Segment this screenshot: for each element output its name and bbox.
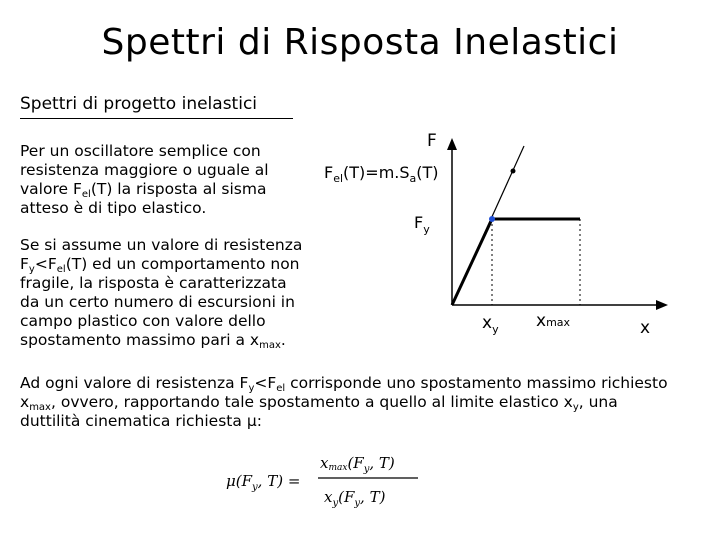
paragraph-ductility — [20, 374, 720, 431]
x-axis-arrow — [656, 300, 668, 310]
xmax-label: xmax — [536, 311, 571, 331]
yield-point — [489, 216, 495, 222]
text-line: da un certo numero di escursioni in — [20, 293, 295, 311]
text-line: duttilità cinematica richiesta μ: — [20, 412, 262, 430]
subscript: y — [28, 264, 35, 275]
subscript: el — [81, 189, 91, 200]
text-line: valore $F_{el}(T)$ la risposta al sisma — [20, 180, 267, 200]
paragraph-elastic — [20, 142, 320, 218]
subscript: y — [572, 402, 579, 413]
elastic-plastic-branch — [452, 219, 492, 305]
subscript: max — [259, 340, 281, 351]
text-line: $F_y<F_{el}(T)$ ed un comportamento non — [20, 255, 300, 275]
formula-numerator: $xmax(F_y$, T) — [320, 454, 395, 475]
formula-denominator: $x_y(F_y$, T) — [324, 488, 386, 509]
page-title: Spettri di Risposta Inelastici — [101, 22, 619, 63]
subtitle: Spettri di progetto inelastici — [20, 94, 258, 114]
text-line: fragile, la risposta è caratterizzata — [20, 274, 287, 292]
text-line: campo plastico con valore dello — [20, 312, 266, 330]
x-axis-label: x — [640, 318, 651, 338]
subscript: el — [56, 264, 66, 275]
text-line: Per un oscillatore semplice con — [20, 142, 261, 160]
text-line: atteso è di tipo elastico. — [20, 199, 207, 217]
subscript: y — [248, 383, 255, 394]
text-line: Ad ogni valore di resistenza $F_y<F_{el}$ corrisponde uno spostamento massimo richiesto — [20, 374, 668, 394]
text-line: $x_{max}$, ovvero, rapportando tale spostamento a quello al limite elastico $x_y$, una — [20, 393, 618, 413]
formula-lhs: $\mu(F_y$, T) = — [226, 472, 301, 493]
text-line: Se si assume un valore di resistenza — [20, 236, 303, 254]
subscript: max — [29, 402, 51, 413]
fel-label: $F_{el}(T)=m.S_a(T)$ — [324, 163, 439, 185]
subtitle-underline — [20, 118, 293, 119]
xy-label: $x_y$ — [482, 313, 499, 336]
paragraph-inelastic — [20, 236, 340, 350]
text-line: spostamento massimo pari a $x_{max}$. — [20, 331, 286, 351]
text-line: resistenza maggiore o uguale al — [20, 161, 269, 179]
fy-label: $F_y$ — [414, 213, 430, 236]
elastic-demand-point — [511, 169, 516, 174]
ductility-formula — [226, 448, 426, 512]
f-axis-label: F — [427, 131, 437, 151]
subscript: el — [276, 383, 286, 394]
f-axis-arrow — [447, 138, 457, 150]
force-displacement-diagram — [324, 130, 680, 340]
